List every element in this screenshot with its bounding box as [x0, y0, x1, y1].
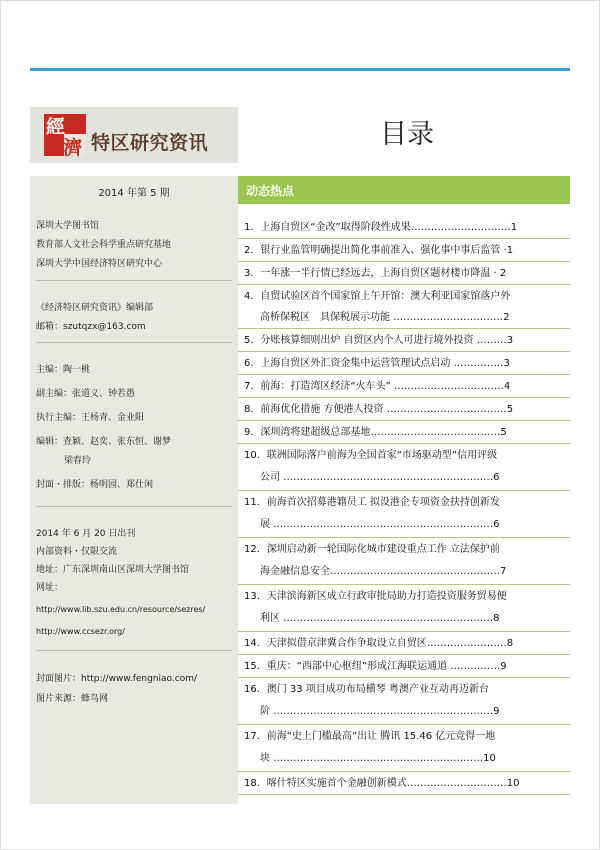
toc-entry-15[interactable]: 15．重庆：“西部中心枢纽”形成江海联运通道 ……………9: [244, 661, 507, 672]
toc-entry-11[interactable]: 11．前海首次招募港籍员工 拟设港企专项资金扶持创新发: [244, 497, 500, 508]
brand-name: 特区研究资讯: [91, 132, 209, 154]
toc-entry-9[interactable]: 9．深圳湾将建超级总部基地…………………………………5: [244, 427, 507, 438]
logo-char-1: 經: [46, 116, 66, 138]
email: 邮箱：szutqzx@163.com: [36, 322, 146, 332]
toc-divider: [238, 351, 570, 352]
editor-in-chief: 主编：陶一桃: [36, 365, 91, 375]
toc-divider: [238, 261, 570, 262]
toc-entry-7[interactable]: 7．前海：打造湾区经济“火车头” ……………………………4: [244, 381, 511, 392]
cover-image-source: 封面图片：http://www.fengniao.com/: [36, 674, 197, 684]
deputy-editors: 副主编：张道义、钟若愚: [36, 389, 136, 399]
toc-entry-5[interactable]: 5．分账核算细则出炉 自贸区内个人可进行境外投资 ………3: [244, 335, 514, 346]
toc-entry-17-continued[interactable]: 块 ………………………………………………………10: [260, 753, 496, 764]
toc-entry-16-continued[interactable]: 阶 …………………………………………………………9: [260, 706, 500, 717]
toc-entry-16[interactable]: 16．澳门 33 项目成功布局横琴 粤澳产业互动再迈新台: [244, 684, 489, 695]
address: 地址：广东深圳南山区深圳大学图书馆: [36, 565, 190, 575]
toc-entry-1[interactable]: 1．上海自贸区“金改”取得阶段性成果…………………………1: [244, 222, 518, 233]
toc-entry-3[interactable]: 3．一年涨一半行情已经远去，上海自贸区题材楼市降温 · 2: [244, 268, 507, 279]
divider: [36, 342, 232, 343]
info-panel: [30, 176, 238, 804]
top-accent-line: [30, 68, 570, 71]
toc-divider: [238, 397, 570, 398]
toc-divider: [238, 794, 570, 795]
toc-entry-8[interactable]: 8．前海优化措施 方便港人投资 ………………………………5: [244, 404, 514, 415]
website-url-2: http://www.ccsezr.org/: [36, 627, 125, 636]
toc-entry-18[interactable]: 18．喀什特区实施首个金融创新模式…………………………10: [244, 778, 520, 789]
section-header-label: 动态热点: [246, 184, 295, 198]
toc-divider: [238, 238, 570, 239]
toc-entry-12[interactable]: 12．深圳启动新一轮国际化城市建设重点工作 立法保护前: [244, 544, 500, 555]
publish-date: 2014 年 6 月 20 日出刊: [36, 529, 136, 539]
toc-entry-6[interactable]: 6．上海自贸区外汇资金集中运营管理试点启动 ……………3: [244, 358, 510, 369]
toc-entry-11-continued[interactable]: 展 …………………………………………………………6: [260, 519, 500, 530]
toc-divider: [238, 631, 570, 632]
toc-entry-14[interactable]: 14．天津拟借京津冀合作争取设立自贸区……………………8: [244, 638, 514, 649]
toc-divider: [238, 490, 570, 491]
image-source: 图片来源：蜂鸟网: [36, 694, 109, 704]
toc-entry-13-continued[interactable]: 利区 ………………………………………………………8: [260, 613, 500, 624]
editorial-dept: 《经济特区研究资讯》编辑部: [36, 303, 154, 313]
toc-divider: [238, 284, 570, 285]
research-base: 教育部人文社会科学重点研究基地: [36, 240, 172, 250]
toc-entry-12-continued[interactable]: 海金融信息安全……………………………………………7: [260, 566, 507, 577]
divider: [36, 650, 232, 651]
toc-divider: [238, 677, 570, 678]
toc-divider: [238, 771, 570, 772]
editors: 编辑：查颖、赵奕、张东恒、谢梦: [36, 437, 172, 447]
toc-entry-10[interactable]: 10．联洲国际落户前海为全国首家“市场驱动型”信用评级: [244, 450, 498, 461]
library-name: 深圳大学图书馆: [36, 221, 100, 231]
website-url-1: http://www.lib.szu.edu.cn/resource/sezres/: [36, 605, 206, 614]
divider: [36, 280, 232, 281]
cover-layout: 封面・排版：杨明园、郑仕闲: [36, 480, 154, 490]
toc-divider: [238, 443, 570, 444]
toc-entry-13[interactable]: 13．天津滨海新区成立行政审批局助力打造投资服务贸易便: [244, 591, 507, 602]
toc-divider: [238, 584, 570, 585]
sidebar: [30, 80, 238, 810]
divider: [36, 506, 232, 507]
research-center: 深圳大学中国经济特区研究中心: [36, 259, 163, 269]
section-header: [238, 176, 570, 204]
toc-entry-10-continued[interactable]: 公司 ………………………………………………………6: [260, 472, 500, 483]
website-label: 网址：: [36, 583, 64, 593]
toc-entry-4[interactable]: 4．自贸试验区首个国家馆上午开馆：澳大利亚国家馆落户外: [244, 291, 511, 302]
executive-editors: 执行主编：王杨青、金业阳: [36, 413, 145, 423]
internal-note: 内部资料・仅限交流: [36, 547, 118, 557]
toc-divider: [238, 420, 570, 421]
toc-divider: [238, 654, 570, 655]
toc-divider: [238, 537, 570, 538]
toc-entry-17[interactable]: 17．前海“史上门槛最高”出让 腾讯 15.46 亿元竞得一地: [244, 731, 496, 742]
toc-entry-2[interactable]: 2．银行业监管明确提出简化事前准入、强化事中事后监管 ·1: [244, 245, 514, 256]
toc-divider: [238, 328, 570, 329]
logo-seal-icon: [42, 112, 88, 158]
toc-divider: [238, 724, 570, 725]
page-title: 目录: [380, 119, 434, 150]
logo-char-2: 濟: [63, 137, 83, 158]
toc-divider: [238, 374, 570, 375]
editors-continued: 梁春玲: [64, 456, 92, 466]
issue-number: 2014 年第 5 期: [98, 188, 170, 199]
toc-entry-4-continued[interactable]: 高桥保税区 具保税展示功能 ……………………………2: [260, 312, 510, 323]
